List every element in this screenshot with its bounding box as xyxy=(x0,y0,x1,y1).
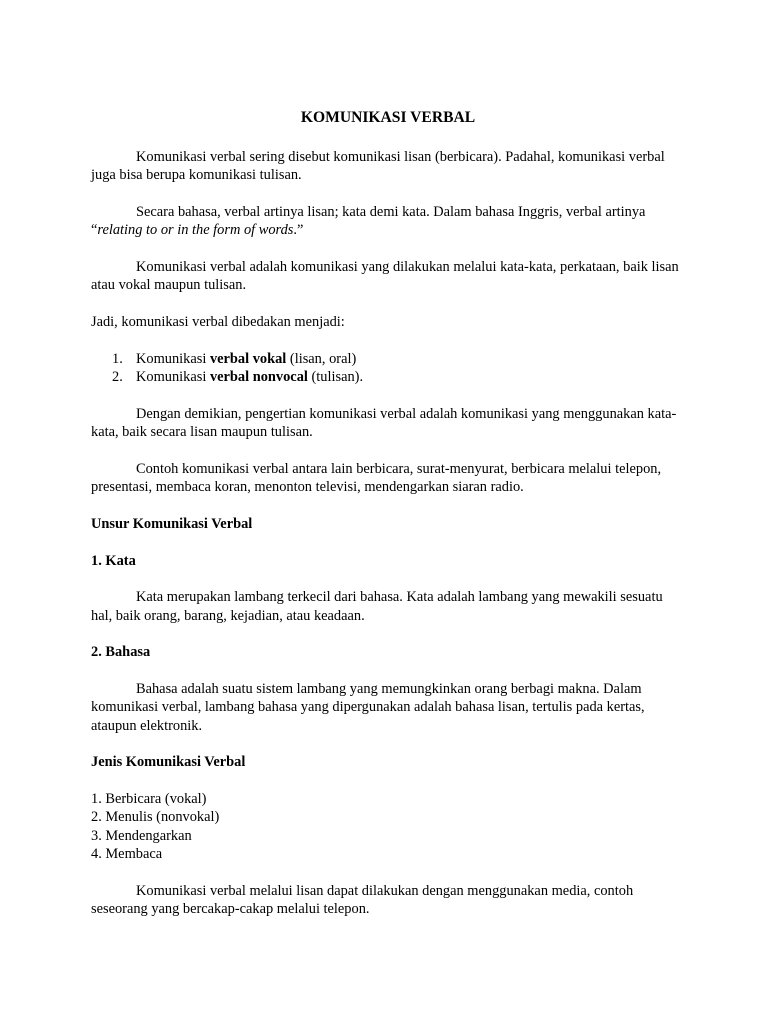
list-item-text: Komunikasi xyxy=(136,369,210,385)
list-item-text-after: (tulisan). xyxy=(307,369,364,385)
paragraph-kata: Kata merupakan lambang terkecil dari bahasa. Kata adalah lambang yang mewakili sesuatu hal, baik orang, barang, kejadian, atau keadaan. xyxy=(91,589,663,624)
list-item-number: 1. xyxy=(112,350,123,367)
paragraph-media: Komunikasi verbal melalui lisan dapat dilakukan dengan menggunakan media, contoh seseorang yang bercakap-cakap melalui telepon. xyxy=(91,882,634,917)
paragraph-etymology xyxy=(91,203,681,239)
list-item: 4. Membaca xyxy=(91,845,163,862)
paragraph-conclusion: Dengan demikian, pengertian komunikasi verbal adalah komunikasi yang menggunakan kata-kata, baik secara lisan maupun tulisan. xyxy=(91,405,677,440)
list-item-number: 2. xyxy=(112,369,123,385)
etymology-italic-phrase: relating to or in the form of words xyxy=(97,222,294,239)
list-item: 3. Mendengarkan xyxy=(91,827,192,844)
document-title: KOMUNIKASI VERBAL xyxy=(300,109,476,126)
paragraph-intro-list: Jadi, komunikasi verbal dibedakan menjadi: xyxy=(91,314,345,330)
list-item-text: Komunikasi xyxy=(136,350,210,367)
list-item-bold: verbal vokal xyxy=(209,350,287,367)
list-item: 2. Menulis (nonvokal) xyxy=(91,809,220,826)
paragraph-bahasa: Bahasa adalah suatu sistem lambang yang memungkinkan orang berbagi makna. Dalam komunikasi verbal, lambang bahasa yang dipergunakan adalah bahasa lisan, tertulis pada kertas, ataupun elektronik. xyxy=(91,681,645,734)
etymology-text-after: .” xyxy=(293,222,304,239)
paragraph-examples: Contoh komunikasi verbal antara lain berbicara, surat-menyurat, berbicara melalui telepon, presentasi, membaca koran, menonton televisi, mendengarkan siaran radio. xyxy=(91,460,662,495)
list-item-bold: verbal nonvocal xyxy=(209,369,308,385)
heading-unsur: Unsur Komunikasi Verbal xyxy=(91,515,253,532)
list-item xyxy=(91,350,681,368)
paragraph-explanation: Komunikasi verbal adalah komunikasi yang dilakukan melalui kata-kata, perkataan, baik lisan atau vokal maupun tulisan. xyxy=(91,259,679,294)
types-numbered-list xyxy=(91,350,681,386)
list-item xyxy=(91,368,681,386)
heading-kata: 1. Kata xyxy=(91,552,136,569)
heading-jenis: Jenis Komunikasi Verbal xyxy=(91,754,246,771)
document-page xyxy=(91,108,681,937)
heading-bahasa: 2. Bahasa xyxy=(91,644,151,661)
list-item: 1. Berbicara (vokal) xyxy=(91,791,207,808)
jenis-list xyxy=(91,790,681,863)
etymology-text-before: Secara bahasa, verbal artinya lisan; kata demi kata. Dalam bahasa Inggris, verbal artinya “ xyxy=(91,204,646,239)
list-item-text-after: (lisan, oral) xyxy=(286,350,357,367)
paragraph-definition: Komunikasi verbal sering disebut komunikasi lisan (berbicara). Padahal, komunikasi verbal juga bisa berupa komunikasi tulisan. xyxy=(91,149,665,184)
